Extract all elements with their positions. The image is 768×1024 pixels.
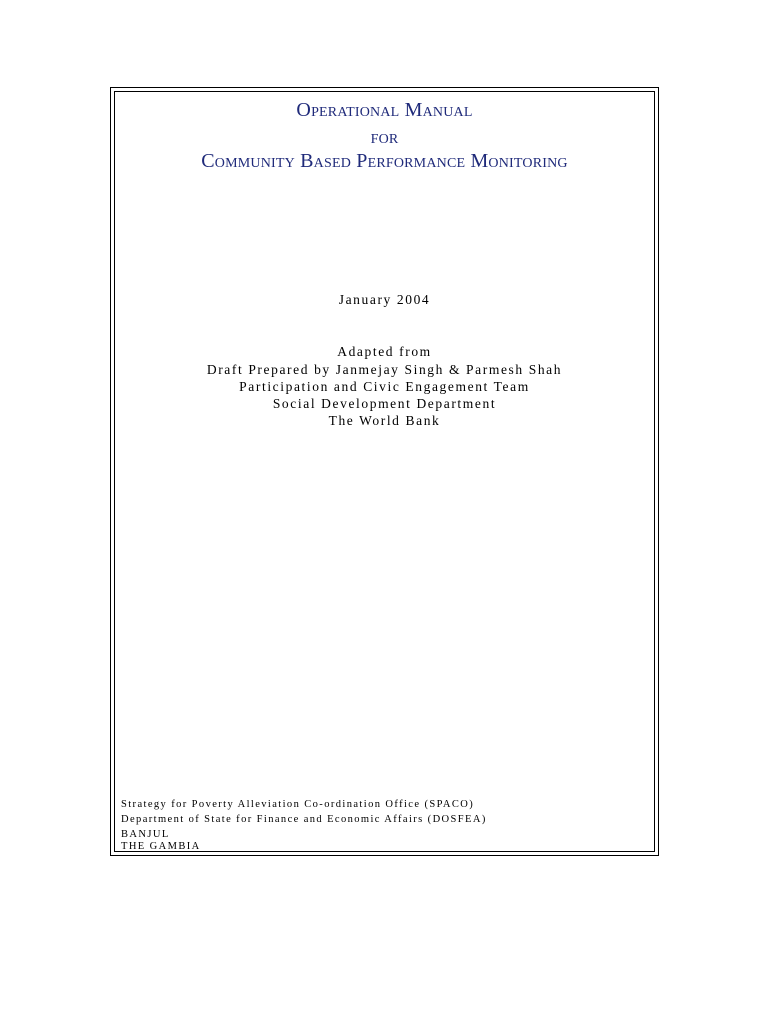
page-border-outer bbox=[110, 87, 659, 856]
footer-line-1: Strategy for Poverty Alleviation Co-ordination Office (SPACO) bbox=[121, 799, 475, 810]
department-name: Social Development Department bbox=[272, 396, 497, 411]
document-date: January 2004 bbox=[338, 292, 431, 307]
footer-line-4: THE GAMBIA bbox=[121, 841, 201, 852]
footer-line-3: BANJUL bbox=[121, 829, 170, 840]
organization-name: The World Bank bbox=[328, 413, 441, 428]
title-line-2: for bbox=[370, 126, 399, 148]
title-line-1: Operational Manual bbox=[296, 99, 473, 121]
adapted-from: Adapted from bbox=[337, 344, 432, 359]
team-name: Participation and Civic Engagement Team bbox=[239, 379, 530, 394]
draft-prepared-by: Draft Prepared by Janmejay Singh & Parmesh Shah bbox=[206, 362, 563, 377]
title-line-3: Community Based Performance Monitoring bbox=[201, 150, 568, 172]
footer-line-2: Department of State for Finance and Economic Affairs (DOSFEA) bbox=[121, 814, 487, 825]
page-border-inner bbox=[114, 91, 655, 852]
